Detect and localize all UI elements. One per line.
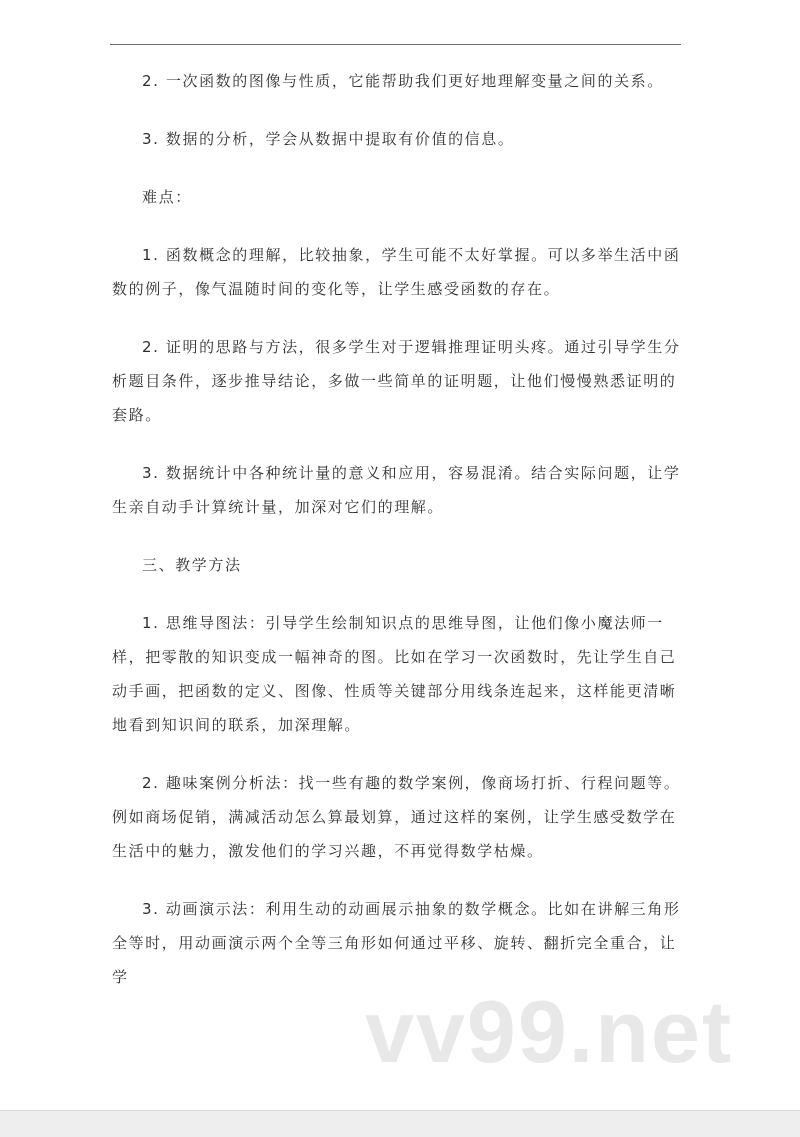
paragraph-3: 1. 函数概念的理解，比较抽象，学生可能不太好掌握。可以多举生活中函数的例子，像气温随时间的变化等，让学生感受函数的存在。 [112,246,681,298]
paragraph-1: 2. 一次函数的图像与性质，它能帮助我们更好地理解变量之间的关系。 [142,72,664,90]
watermark-text: vv99.net [365,982,734,1081]
paragraph-8: 3. 动画演示法：利用生动的动画展示抽象的数学概念。比如在讲解三角形全等时，用动画演示两个全等三角形如何通过平移、旋转、翻折完全重合，让学 [112,900,681,986]
paragraph-6: 1. 思维导图法：引导学生绘制知识点的思维导图，让他们像小魔法师一样，把零散的知识变成一幅神奇的图。比如在学习一次函数时，先让学生自己动手画，把函数的定义、图像、性质等关键部分用线条连起来，这样能更清晰地看到知识间的联系，加深理解。 [112,614,677,734]
paragraph-7: 2. 趣味案例分析法：找一些有趣的数学案例，像商场打折、行程问题等。例如商场促销，满减活动怎么算最划算，通过这样的案例，让学生感受数学在生活中的魅力，激发他们的学习兴趣，不再觉得数学枯燥。 [112,774,681,860]
paragraph-2: 3. 数据的分析，学会从数据中提取有价值的信息。 [142,130,515,148]
paragraph-5: 3. 数据统计中各种统计量的意义和应用，容易混淆。结合实际问题，让学生亲自动手计算统计量，加深对它们的理解。 [112,464,681,516]
difficulty-heading: 难点： [142,188,192,206]
bottom-scrollbar-area[interactable] [0,1110,800,1137]
section-heading-teaching-methods: 三、教学方法 [142,556,242,574]
paragraph-4: 2. 证明的思路与方法，很多学生对于逻辑推理证明头疼。通过引导学生分析题目条件，逐步推导结论，多做一些简单的证明题，让他们慢慢熟悉证明的套路。 [112,338,681,424]
document-body [112,64,682,994]
header-rule [110,44,681,45]
